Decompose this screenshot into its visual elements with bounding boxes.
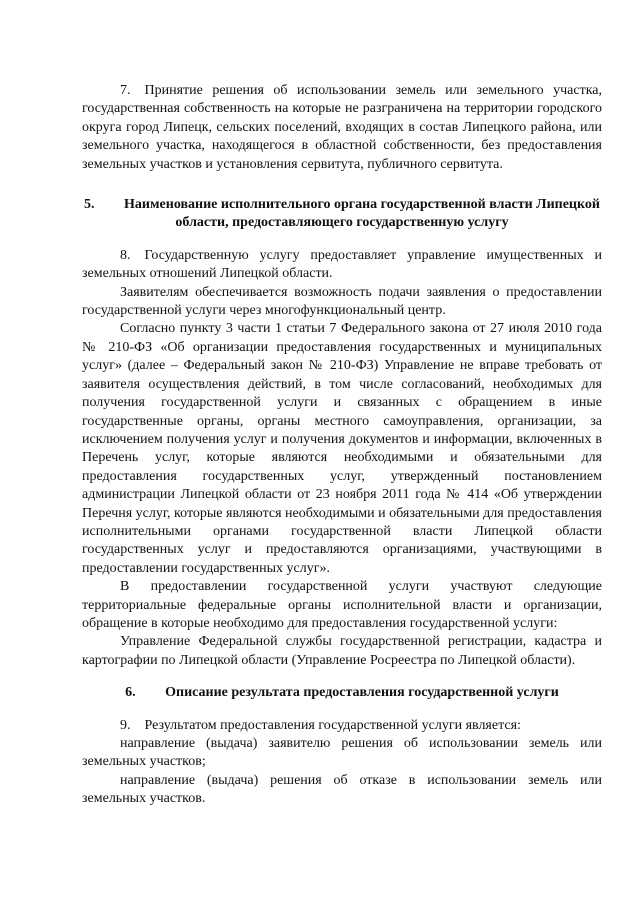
paragraph-item-9: 9. Результатом предоставления государственной услуги является: xyxy=(120,717,521,733)
paragraph-item-8: 8. Государственную услугу предоставляет управление имущественных и земельных отношений Липецкой области. xyxy=(82,247,602,282)
paragraph-result-2: направление (выдача) решения об отказе в использовании земель или земельных участков. xyxy=(82,772,602,807)
spacer xyxy=(82,233,602,247)
paragraph-applicants: Заявителям обеспечивается возможность подачи заявления о предоставлении государственной услуги через многофункциональный центр. xyxy=(82,284,602,319)
paragraph-result-1: направление (выдача) заявителю решения об использовании земель или земельных участков; xyxy=(82,736,602,770)
paragraph-law-reference: Согласно пункту 3 части 1 статьи 7 Федерального закона от 27 июля 2010 года № 210-ФЗ «Об организации предоставления государственных и муниципальных услуг» (далее – Федеральный закон № 210-ФЗ) Управление не вправе требовать от заявителя осуществления действий, в том числе согласований, необходимых для получения государственной услуги и связанных с обращением в иные государственные органы, органы местного самоуправления, организации, за исключением получения услуг и получения документов и информации, включенных в Перечень услуг, которые являются необходимыми и обязательными для предоставления государственных услуг, утвержденный постановлением администрации Липецкой области от 23 ноября 2011 года № 414 «Об утверждении Перечня услуг, которые являются необходимыми и обязательными для предоставления исполнительными органами государственной власти Липецкой области государственных услуг и предоставляются организациями, участвующими в предоставлении государственных услуг». xyxy=(82,321,602,576)
section-6-title: Описание результата предоставления государственной услуги xyxy=(165,685,559,701)
section-5-heading xyxy=(82,196,602,233)
paragraph-item-7: 7. Принятие решения об использовании земель или земельного участка, государственная собственность на которые не разграничена на территории городского округа город Липецк, сельских поселений, входящих в состав Липецкого района, или земельного участка, находящегося в областной собственности, без предоставления земельных участков и установления сервитута, публичного сервитута. xyxy=(82,83,602,172)
section-6-number: 6. xyxy=(125,685,136,701)
section-5-title: Наименование исполнительного органа государственной власти Липецкой области, предоставляющего государственную услугу xyxy=(124,197,600,231)
spacer xyxy=(82,670,602,684)
paragraph-participants: В предоставлении государственной услуги участвуют следующие территориальные федеральные органы исполнительной власти и организации, обращение в которые необходимо для предоставления государственной услуги: xyxy=(82,579,602,631)
section-5-number: 5. xyxy=(84,197,95,213)
spacer xyxy=(82,174,602,196)
section-6-heading xyxy=(82,684,602,702)
paragraph-rosreestr: Управление Федеральной службы государственной регистрации, кадастра и картографии по Липецкой области (Управление Росреестра по Липецкой области). xyxy=(82,634,602,668)
spacer xyxy=(82,703,602,717)
